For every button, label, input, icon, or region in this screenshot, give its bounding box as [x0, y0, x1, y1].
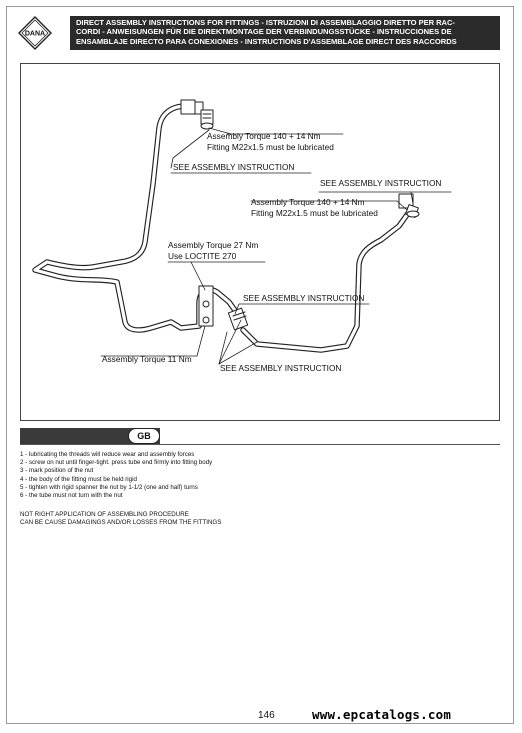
dana-logo-icon — [18, 16, 52, 50]
instruction-item: 3 - mark position of the nut — [20, 467, 94, 475]
annotation-torque-top: Assembly Torque 140 + 14 Nm — [207, 131, 321, 141]
language-divider — [20, 444, 500, 445]
annotation-loctite: Use LOCTITE 270 — [168, 251, 237, 261]
warning-line: NOT RIGHT APPLICATION OF ASSEMBLING PROCEDURE — [20, 511, 189, 518]
warning-note — [20, 511, 490, 527]
header-title — [70, 16, 500, 50]
assembly-diagram — [20, 63, 500, 421]
header-line: DIRECT ASSEMBLY INSTRUCTIONS FOR FITTINGS - ISTRUZIONI DI ASSEMBLAGGIO DIRETTO PER RAC- — [76, 18, 455, 27]
right-tube-inner — [243, 212, 409, 350]
annotation-see-middle: SEE ASSEMBLY INSTRUCTION — [243, 293, 365, 303]
top-fitting — [181, 100, 213, 129]
instruction-item: 2 - screw on nut until finger-tight. press tube end firmly into fitting body — [20, 459, 213, 467]
instruction-item: 5 - tighten with rigid spanner the nut by 1-1/2 (one and half) turns — [20, 483, 198, 491]
header-line: ENSAMBLAJE DIRECTO PARA CONEXIONES - INSTRUCTIONS D'ASSEMBLAGE DIRECT DES RACCORDS — [76, 36, 457, 46]
dana-logo — [18, 16, 52, 50]
annotation-torque-right: Assembly Torque 140 + 14 Nm — [251, 197, 365, 207]
annotation-fitting-top: Fitting M22x1.5 must be lubricated — [207, 142, 334, 152]
annotation-see-top-left: SEE ASSEMBLY INSTRUCTION — [173, 162, 295, 172]
instruction-item: 6 - the tube must not turn with the nut — [20, 492, 123, 500]
watermark-link[interactable]: www.epcatalogs.com — [312, 707, 452, 722]
annotation-see-top-right: SEE ASSEMBLY INSTRUCTION — [320, 178, 442, 188]
language-badge: GB — [128, 428, 160, 444]
logo-text: DANA — [24, 30, 46, 38]
instruction-item: 4 - the body of the fitting must be held rigid — [20, 475, 137, 483]
header-line: CORDI - ANWEISUNGEN FÜR DIE DIREKTMONTAGE DER VERBINDUNGSSTÜCKE - INSTRUCCIONES DE — [76, 27, 452, 37]
instruction-item: 1 - lubricating the threads will reduce wear and assembly forces — [20, 451, 195, 458]
instruction-list — [20, 451, 490, 500]
page-number: 146 — [258, 710, 275, 721]
annotation-fitting-right: Fitting M22x1.5 must be lubricated — [251, 208, 378, 218]
annotation-see-bottom: SEE ASSEMBLY INSTRUCTION — [220, 363, 342, 373]
warning-line: CAN BE CAUSE DAMAGINGS AND/OR LOSSES FROM THE FITTINGS — [20, 519, 222, 527]
right-tube — [243, 212, 409, 350]
clamp-bracket — [199, 286, 213, 326]
annotation-torque-11: Assembly Torque 11 Nm — [102, 354, 192, 364]
annotation-torque-27: Assembly Torque 27 Nm — [168, 240, 259, 250]
